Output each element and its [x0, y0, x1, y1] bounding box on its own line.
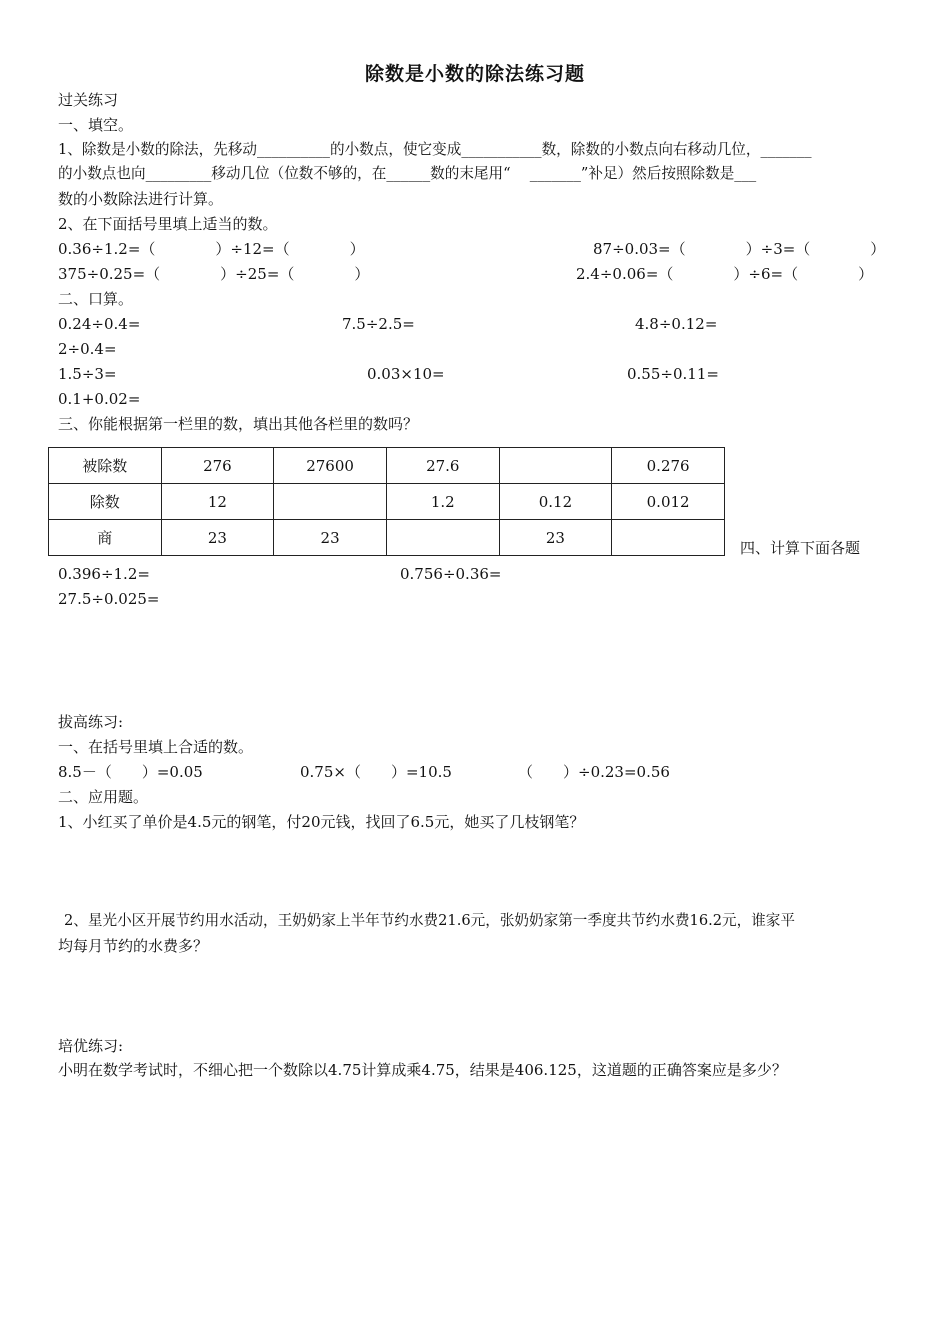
- q1-line1: 1、除数是小数的除法，先移动__________的小数点，使它变成___________数，除数的小数点向右移动几位，_______: [58, 141, 812, 158]
- page-title: 除数是小数的除法练习题: [364, 63, 585, 85]
- table-cell: 商: [49, 520, 162, 556]
- fill-item: 0.75×（ ）=10.5: [300, 763, 452, 781]
- word-problem-2-line2: 均每月节约的水费多？: [58, 937, 209, 955]
- table-cell: 23: [499, 520, 612, 556]
- advance-part2-heading: 二、应用题。: [58, 788, 149, 806]
- quotient-table: [48, 447, 725, 556]
- table-row: [49, 520, 725, 556]
- q2-heading: 2、在下面括号里填上适当的数。: [58, 215, 278, 233]
- table-cell: [499, 448, 612, 484]
- mental-item: 4.8÷0.12=: [635, 315, 718, 333]
- word-problem-2-line1: 2、星光小区开展节约用水活动，王奶奶家上半年节约水费21.6元，张奶奶家第一季度共节约水费16.2元，谁家平: [64, 912, 795, 929]
- mental-item: 0.24÷0.4=: [58, 315, 141, 333]
- mental-item: 7.5÷2.5=: [342, 315, 415, 333]
- table-cell: 1.2: [386, 484, 499, 520]
- part2-heading: 二、口算。: [58, 290, 134, 308]
- q1-line3: 数的小数除法进行计算。: [58, 190, 224, 208]
- table-row: [49, 448, 725, 484]
- fill-item: 8.5－（ ）=0.05: [58, 763, 203, 781]
- table-cell: 27600: [274, 448, 387, 484]
- part1-heading: 一、填空。: [58, 116, 134, 134]
- q2-item: 2.4÷0.06=（ ）÷6=（ ）: [576, 265, 874, 283]
- mental-item: 0.55÷0.11=: [627, 365, 719, 383]
- advance-part1-heading: 一、在括号里填上合适的数。: [58, 738, 254, 756]
- table-cell: 除数: [49, 484, 162, 520]
- section-pass-heading: 过关练习: [58, 91, 119, 109]
- table-cell: 0.276: [612, 448, 725, 484]
- table-cell: [274, 484, 387, 520]
- excel-problem: 小明在数学考试时，不细心把一个数除以4.75计算成乘4.75，结果是406.125，这道题的正确答案应是多少？: [58, 1061, 787, 1079]
- q2-item: 87÷0.03=（ ）÷3=（ ）: [593, 240, 886, 258]
- table-cell: 23: [274, 520, 387, 556]
- table-cell: 12: [161, 484, 274, 520]
- fill-item: （ ）÷0.23=0.56: [518, 763, 670, 781]
- mental-item: 0.03×10=: [367, 365, 445, 383]
- calc-item: 0.396÷1.2=: [58, 565, 150, 583]
- table-cell: 27.6: [386, 448, 499, 484]
- word-problem-1: 1、小红买了单价是4.5元的钢笔，付20元钱，找回了6.5元，她买了几枝钢笔？: [58, 813, 585, 831]
- table-cell: 被除数: [49, 448, 162, 484]
- q2-item: 375÷0.25=（ ）÷25=（ ）: [58, 265, 370, 283]
- q2-item: 0.36÷1.2=（ ）÷12=（ ）: [58, 240, 365, 258]
- mental-item: 0.1+0.02=: [58, 390, 141, 408]
- table-cell: [386, 520, 499, 556]
- calc-item: 27.5÷0.025=: [58, 590, 160, 608]
- table-row: [49, 484, 725, 520]
- q1-line2: 的小数点也向_________移动几位（位数不够的，在______数的末尾用“ _______”补足）然后按照除数是___: [58, 165, 757, 182]
- part3-heading: 三、你能根据第一栏里的数，填出其他各栏里的数吗？: [58, 415, 419, 433]
- table-cell: 0.12: [499, 484, 612, 520]
- section-excel-heading: 培优练习:: [58, 1037, 124, 1055]
- calc-item: 0.756÷0.36=: [400, 565, 502, 583]
- mental-item: 1.5÷3=: [58, 365, 117, 383]
- mental-item: 2÷0.4=: [58, 340, 117, 358]
- part4-heading: 四、计算下面各题: [740, 539, 861, 557]
- table-cell: 0.012: [612, 484, 725, 520]
- table-cell: 23: [161, 520, 274, 556]
- table-cell: [612, 520, 725, 556]
- section-advance-heading: 拔高练习:: [58, 713, 124, 731]
- table-cell: 276: [161, 448, 274, 484]
